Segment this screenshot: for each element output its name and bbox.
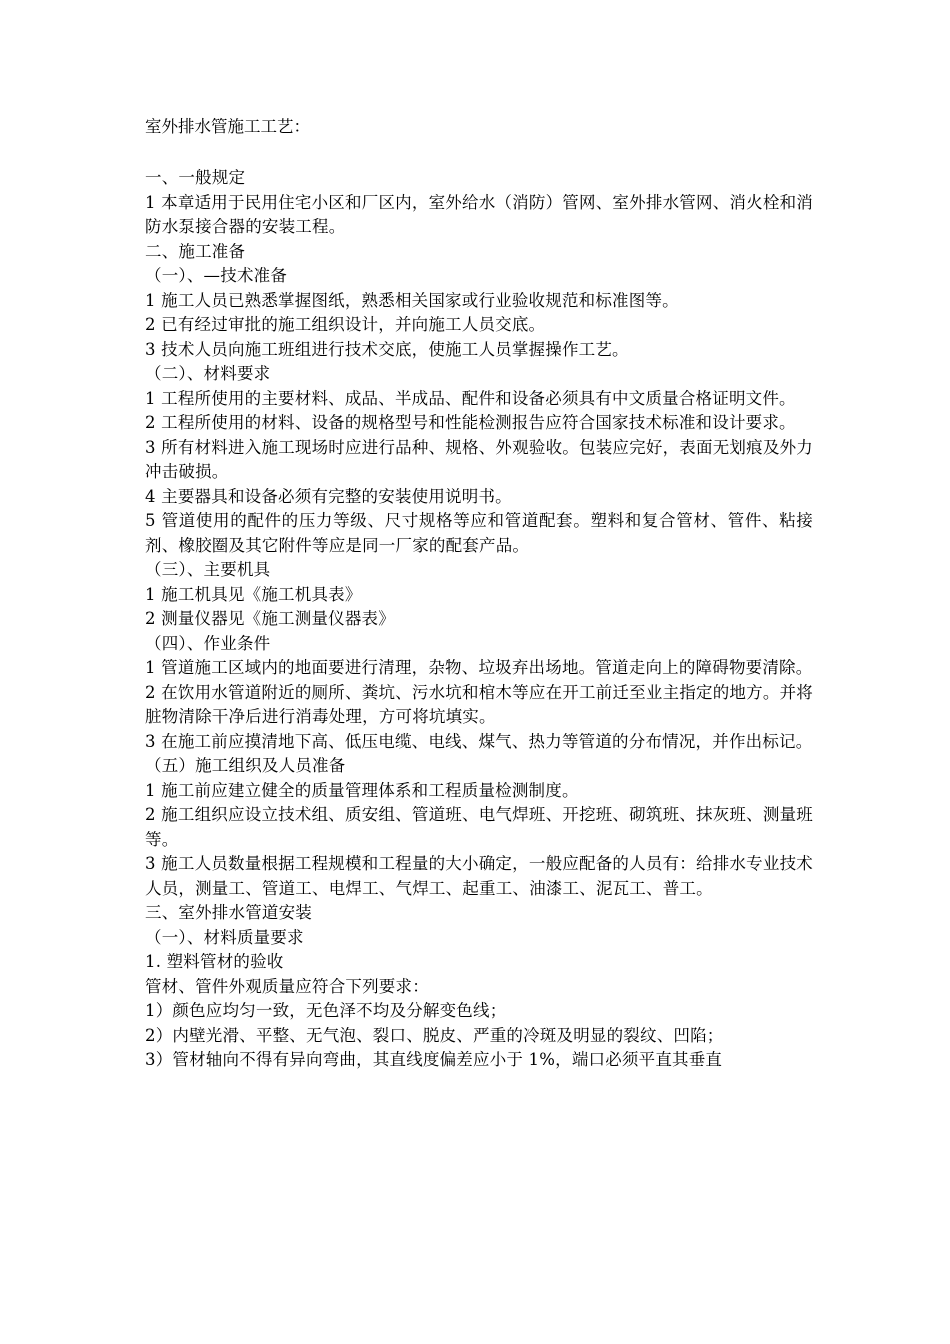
paragraph-line: 5 管道使用的配件的压力等级、尺寸规格等应和管道配套。塑料和复合管材、管件、粘接剂、橡胶圈及其它附件等应是同一厂家的配套产品。 xyxy=(145,511,813,555)
document-title: 室外排水管施工工艺： xyxy=(145,117,310,136)
paragraph-line: 一、一般规定 xyxy=(145,168,246,187)
paragraph-line: 1 施工机具见《施工机具表》 xyxy=(145,584,362,604)
paragraph-line: 2）内壁光滑、平整、无气泡、裂口、脱皮、严重的冷斑及明显的裂纹、凹陷； xyxy=(145,1025,724,1045)
paragraph-line: 1）颜色应均匀一致，无色泽不均及分解变色线； xyxy=(145,1001,507,1020)
paragraph-line: 2 工程所使用的材料、设备的规格型号和性能检测报告应符合国家技术标准和设计要求。 xyxy=(145,413,796,432)
paragraph-line: 1 管道施工区域内的地面要进行清理，杂物、垃圾弃出场地。管道走向上的障碍物要清除。 xyxy=(145,658,813,677)
paragraph-line: 二、施工准备 xyxy=(145,241,246,261)
paragraph-line: 4 主要器具和设备必须有完整的安装使用说明书。 xyxy=(145,486,512,506)
paragraph-line: （二）、材料要求 xyxy=(145,364,271,383)
paragraph-line: （五）施工组织及人员准备 xyxy=(145,756,346,775)
paragraph-line: 2 已有经过审批的施工组织设计，并向施工人员交底。 xyxy=(145,315,546,334)
paragraph-line: 三、室外排水管道安装 xyxy=(145,903,312,922)
paragraph-line: 1 施工前应建立健全的质量管理体系和工程质量检测制度。 xyxy=(145,780,579,800)
paragraph-line: 3）管材轴向不得有异向弯曲，其直线度偏差应小于 1%，端口必须平直其垂直 xyxy=(145,1050,723,1069)
paragraph-line: 3 施工人员数量根据工程规模和工程量的大小确定，一般应配备的人员有：给排水专业技术人员，测量工、管道工、电焊工、气焊工、起重工、油漆工、泥瓦工、普工。 xyxy=(145,854,813,898)
paragraph-line: （一）、—技术准备 xyxy=(145,266,288,285)
paragraph-line: 3 在施工前应摸清地下高、低压电缆、电线、煤气、热力等管道的分布情况，并作出标记。 xyxy=(145,731,813,751)
paragraph-line: 1. 塑料管材的验收 xyxy=(145,952,284,971)
document-page xyxy=(145,114,813,1073)
paragraph-line: 3 技术人员向施工班组进行技术交底，使施工人员掌握操作工艺。 xyxy=(145,339,629,359)
paragraph-line: 2 在饮用水管道附近的厕所、粪坑、污水坑和棺木等应在开工前迁至业主指定的地方。并将脏物清除干净后进行消毒处理，方可将坑填实。 xyxy=(145,682,813,726)
paragraph-line: 2 施工组织应设立技术组、质安组、管道班、电气焊班、开挖班、砌筑班、抹灰班、测量班等。 xyxy=(145,805,813,849)
paragraph-line: 1 施工人员已熟悉掌握图纸，熟悉相关国家或行业验收规范和标准图等。 xyxy=(145,290,679,310)
paragraph-line: （一）、材料质量要求 xyxy=(145,927,304,947)
paragraph-line: 1 本章适用于民用住宅小区和厂区内，室外给水（消防）管网、室外排水管网、消火栓和消防水泵接合器的安装工程。 xyxy=(145,192,813,236)
paragraph-line: 3 所有材料进入施工现场时应进行品种、规格、外观验收。包装应完好，表面无划痕及外力冲击破损。 xyxy=(145,437,813,481)
paragraph-line: （四）、作业条件 xyxy=(145,633,271,653)
paragraph-line: 2 测量仪器见《施工测量仪器表》 xyxy=(145,609,395,628)
paragraph-line: 1 工程所使用的主要材料、成品、半成品、配件和设备必须具有中文质量合格证明文件。 xyxy=(145,388,796,408)
paragraph-line: 管材、管件外观质量应符合下列要求： xyxy=(145,976,429,996)
paragraph-line: （三）、主要机具 xyxy=(145,560,271,579)
